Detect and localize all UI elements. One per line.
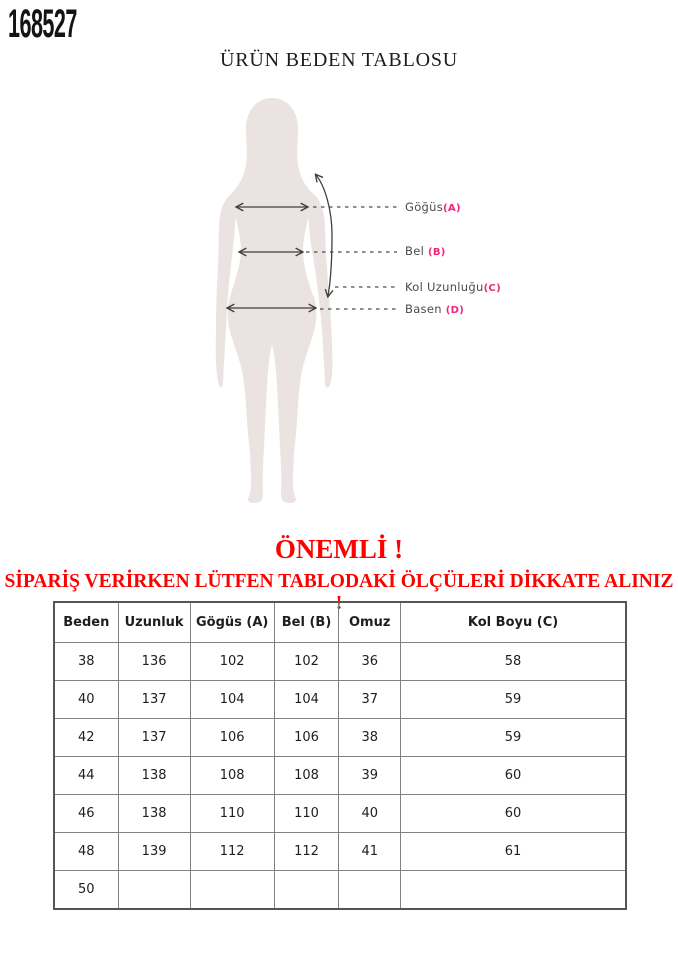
table-row [54, 795, 626, 833]
table-row [54, 833, 626, 871]
chest-label-text: Göğüs [405, 200, 444, 214]
waist-label-letter: (B) [428, 247, 446, 258]
table-cell: 40 [339, 795, 401, 833]
table-cell: 108 [274, 757, 339, 795]
table-cell: 137 [118, 681, 190, 719]
table-cell: 102 [190, 643, 274, 681]
waist-label-text: Bel [405, 244, 429, 258]
table-cell: 139 [118, 833, 190, 871]
arm-length-label-text: Kol Uzunluğu [405, 280, 484, 294]
table-cell: 38 [54, 643, 118, 681]
table-cell: 108 [190, 757, 274, 795]
table-cell: 112 [190, 833, 274, 871]
arm-length-label [405, 280, 501, 294]
table-cell: 136 [118, 643, 190, 681]
waist-label [405, 244, 446, 258]
table-cell: 60 [401, 757, 626, 795]
table-row [54, 719, 626, 757]
column-header: Beden [54, 602, 118, 643]
table-cell: 106 [274, 719, 339, 757]
column-header: Bel (B) [274, 602, 339, 643]
table-cell: 37 [339, 681, 401, 719]
table-cell [339, 871, 401, 910]
important-heading: ÖNEMLİ ! [274, 534, 404, 564]
header-row [54, 602, 626, 643]
size-table-body [54, 643, 626, 910]
figure-torso-legs [228, 184, 317, 503]
product-code: 168527 [8, 2, 77, 46]
hip-label [405, 302, 464, 316]
warning-message: SİPARİŞ VERİRKEN LÜTFEN TABLODAKİ ÖLÇÜLERİ DİKKATE ALINIZ ! [4, 571, 674, 614]
table-cell: 60 [401, 795, 626, 833]
column-header: Uzunluk [118, 602, 190, 643]
chest-label-letter: (A) [443, 203, 461, 214]
table-cell: 138 [118, 795, 190, 833]
body-silhouette-figure [210, 95, 400, 507]
table-row [54, 871, 626, 910]
table-cell: 138 [118, 757, 190, 795]
chest-label [405, 200, 461, 214]
table-cell: 61 [401, 833, 626, 871]
size-table-head [54, 602, 626, 643]
table-cell: 58 [401, 643, 626, 681]
table-cell: 38 [339, 719, 401, 757]
page-title: ÜRÜN BEDEN TABLOSU [220, 49, 458, 71]
table-cell [118, 871, 190, 910]
table-row [54, 643, 626, 681]
table-cell: 40 [54, 681, 118, 719]
arm-length-label-letter: (C) [483, 283, 501, 294]
table-cell [190, 871, 274, 910]
table-cell: 104 [190, 681, 274, 719]
table-cell: 41 [339, 833, 401, 871]
table-row [54, 681, 626, 719]
table-cell: 44 [54, 757, 118, 795]
size-table [53, 601, 627, 910]
table-cell: 106 [190, 719, 274, 757]
table-cell: 50 [54, 871, 118, 910]
table-cell: 42 [54, 719, 118, 757]
table-cell: 48 [54, 833, 118, 871]
table-cell [274, 871, 339, 910]
table-cell [401, 871, 626, 910]
column-header: Kol Boyu (C) [401, 602, 626, 643]
table-cell: 110 [274, 795, 339, 833]
column-header: Gögüs (A) [190, 602, 274, 643]
column-header: Omuz [339, 602, 401, 643]
table-cell: 137 [118, 719, 190, 757]
table-cell: 59 [401, 719, 626, 757]
table-cell: 104 [274, 681, 339, 719]
table-cell: 110 [190, 795, 274, 833]
table-cell: 102 [274, 643, 339, 681]
table-cell: 46 [54, 795, 118, 833]
hip-label-text: Basen [405, 302, 446, 316]
table-cell: 36 [339, 643, 401, 681]
table-cell: 39 [339, 757, 401, 795]
hip-label-letter: (D) [445, 305, 465, 316]
table-row [54, 757, 626, 795]
body-measurement-diagram [210, 95, 400, 507]
table-cell: 59 [401, 681, 626, 719]
table-cell: 112 [274, 833, 339, 871]
